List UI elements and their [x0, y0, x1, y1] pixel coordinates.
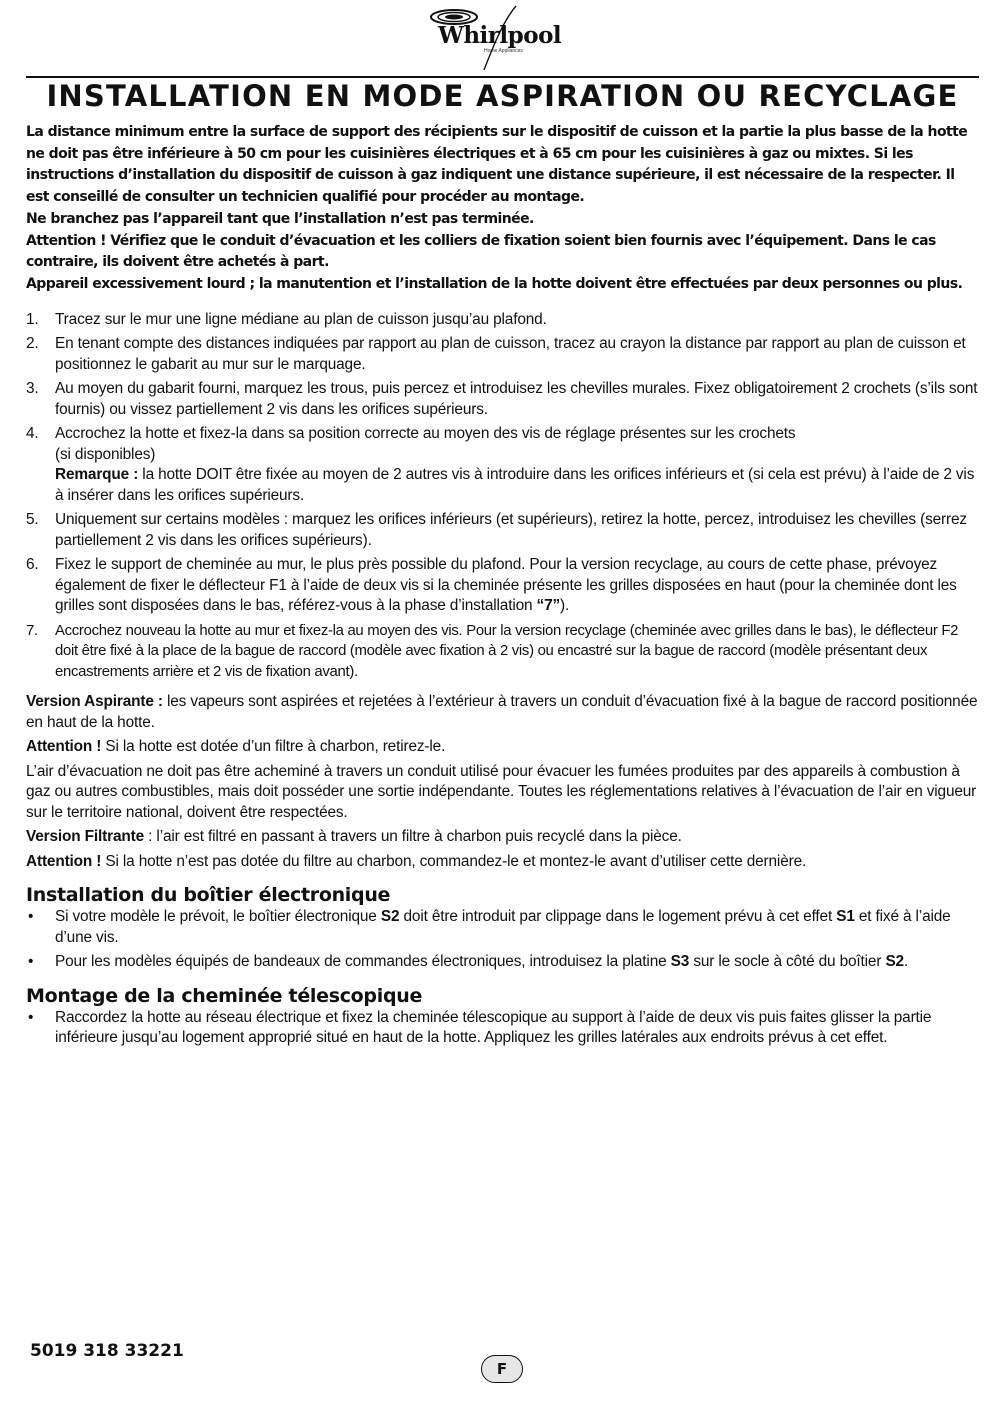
version-filtrante-label: Version Filtrante [26, 828, 145, 846]
step-text: Au moyen du gabarit fourni, marquez les trous, puis percez et introduisez les chevilles murales. Fixez obligatoirement 2 crochets (s’ils sont fournis) ou vissez partiellement 2 vis dans les orifices supérieurs. [55, 380, 978, 418]
version-aspirante-text: les vapeurs sont aspirées et rejetées à l’extérieur à travers un conduit d’évacuation fixé à la bague de raccord positionnée en haut de la hotte. [26, 693, 978, 731]
step-text-tail: ). [560, 597, 570, 615]
step-item [26, 310, 978, 331]
version-filtrante-text: : l’air est filtré en passant à travers un filtre à charbon puis recyclé dans la pièce. [144, 828, 682, 846]
bullet-text: Si votre modèle le prévoit, le boîtier électronique [55, 908, 381, 926]
step-number: 7. [26, 622, 38, 639]
bullet-item [26, 1008, 978, 1049]
step-item [26, 555, 978, 617]
part-code: S2 [380, 908, 400, 926]
attention-text: Si la hotte est dotée d’un filtre à charbon, retirez-le. [101, 738, 446, 756]
page-title: INSTALLATION EN MODE ASPIRATION OU RECYCLAGE [46, 79, 959, 113]
section-heading-chimney: Montage de la cheminée télescopique [26, 984, 423, 1007]
version-aspirante [26, 692, 978, 733]
step-text: Uniquement sur certains modèles : marquez les orifices inférieurs (et supérieurs), retirez la hotte, percez, introduisez les chevilles (serrez partiellement 2 vis dans les orifices supérieurs). [55, 511, 967, 549]
attention-text: Si la hotte n’est pas dotée du filtre au charbon, commandez-le et montez-le avant d’utiliser cette dernière. [101, 852, 807, 870]
step-number: 5. [26, 511, 39, 529]
attention-label: Attention ! [26, 852, 102, 870]
step-number: 1. [26, 310, 39, 328]
bullet-text: doit être introduit par clippage dans le logement prévu à cet effet [399, 908, 837, 926]
step-reference: “7” [536, 597, 561, 615]
step-note-text: la hotte DOIT être fixée au moyen de 2 autres vis à introduire dans les orifices inférieurs et (si cela est prévu) à l’aide de 2 vis à insérer dans les orifices supérieurs. [55, 466, 975, 504]
whirlpool-logo [424, 4, 562, 72]
intro-no-connect: Ne branchez pas l’appareil tant que l’installation n’est pas terminée. [26, 210, 534, 227]
step-text: Fixez le support de cheminée au mur, le plus près possible du plafond. Pour la version recyclage, au cours de cette phase, prévoyez également de fixer le déflecteur F1 à l’aide de deux vis si la cheminée présente les grilles disposées en haut (pour la cheminée dont les grilles sont disposées dans le bas, référez-vous à la phase d’installation [55, 556, 957, 615]
intro-attention-conduit: Attention ! Vérifiez que le conduit d’évacuation et les colliers de fixation soient bien fournis avec l’équipement. Dans le cas contraire, ils doivent être achetés à part. [26, 232, 936, 271]
attention-charcoal [26, 852, 978, 873]
bullet-item [26, 907, 978, 948]
installation-steps [26, 310, 978, 683]
brand-name: Whirlpool [438, 22, 562, 49]
step-item [26, 379, 978, 420]
language-badge: F [481, 1355, 523, 1383]
evacuation-note: L’air d’évacuation ne doit pas être acheminé à travers un conduit utilisé pour évacuer les fumées produites par des appareils à combustion à gaz ou autres combustibles, mais doit posséder une sortie indépendante. Toutes les réglementations relatives à l’évacuation de l’air en vigueur sur le territoire national, doivent être respectées. [26, 762, 977, 821]
step-number: 6. [26, 556, 39, 574]
attention-label: Attention ! [26, 738, 102, 756]
attention-filter [26, 737, 978, 758]
part-code: S2 [885, 953, 904, 971]
version-aspirante-label: Version Aspirante : [26, 693, 163, 711]
step-text: En tenant compte des distances indiquées par rapport au plan de cuisson, tracez au crayon la distance par rapport au plan de cuisson et positionnez le gabarit au mur sur le marquage. [55, 335, 966, 373]
intro-warnings [26, 122, 978, 296]
bullet-text: Raccordez la hotte au réseau électrique et fixez la cheminée télescopique au support à l’aide de deux vis puis faites glisser la partie inférieure jusqu’au logement approprié situé en haut de la hotte. Appliquez les grilles latérales aux endroits prévus à cet effet. [55, 1008, 932, 1047]
step-text: Accrochez nouveau la hotte au mur et fixez-la au moyen des vis. Pour la version recyclage (cheminée avec grilles dans le bas), le déflecteur F2 doit être fixé à la place de la bague de raccord (modèle avec fixation à 2 vis) ou encastré sur la bague de raccord (modèle présentant deux encastrements arrière et 2 vis de fixation avant). [55, 622, 959, 680]
bullet-text: sur le socle à côté du boîtier [689, 953, 886, 971]
document-code: 5019 318 33221 [30, 1341, 184, 1361]
bullet-icon: • [28, 953, 34, 971]
step-number: 3. [26, 380, 39, 398]
intro-distance: La distance minimum entre la surface de support des récipients sur le dispositif de cuisson et la partie la plus basse de la hotte ne doit pas être inférieure à 50 cm pour les cuisinières électriques et à 65 cm pour les cuisinières à gaz ou mixtes. Si les instructions d’installation du dispositif de cuisson à gaz indiquent une distance supérieure, il est nécessaire de la respecter. Il est conseillé de consulter un technicien qualifié pour procéder au montage. [26, 124, 968, 206]
bullet-text: . [903, 953, 909, 971]
document-body [26, 122, 978, 1053]
step-item [26, 424, 978, 506]
section-heading-electronics: Installation du boîtier électronique [26, 884, 391, 907]
step-text: Accrochez la hotte et fixez-la dans sa position correcte au moyen des vis de réglage présentes sur les crochets [55, 425, 796, 443]
part-code: S3 [670, 953, 690, 971]
intro-heavy-appliance: Appareil excessivement lourd ; la manutention et l’installation de la hotte doivent être effectuées par deux personnes ou plus. [26, 275, 963, 292]
chimney-bullets [26, 1008, 978, 1049]
brand-tagline: Home Appliances [484, 48, 523, 54]
bullet-text: et fixé à l’aide d’une vis. [55, 908, 951, 946]
part-code: S1 [836, 908, 855, 926]
step-number: 4. [26, 425, 39, 443]
version-descriptions [26, 692, 978, 872]
bullet-item [26, 952, 978, 973]
step-note-label: Remarque : [55, 466, 139, 484]
step-number: 2. [26, 335, 39, 353]
bullet-text: Pour les modèles équipés de bandeaux de commandes électroniques, introduisez la platine [55, 953, 671, 971]
step-text-availability: (si disponibles) [55, 445, 156, 463]
electronics-bullets [26, 907, 978, 973]
step-item [26, 621, 978, 683]
step-text: Tracez sur le mur une ligne médiane au plan de cuisson jusqu’au plafond. [55, 310, 547, 328]
step-item [26, 510, 978, 551]
version-filtrante [26, 827, 978, 848]
bullet-icon: • [28, 908, 34, 926]
bullet-icon: • [28, 1008, 34, 1026]
step-item [26, 334, 978, 375]
